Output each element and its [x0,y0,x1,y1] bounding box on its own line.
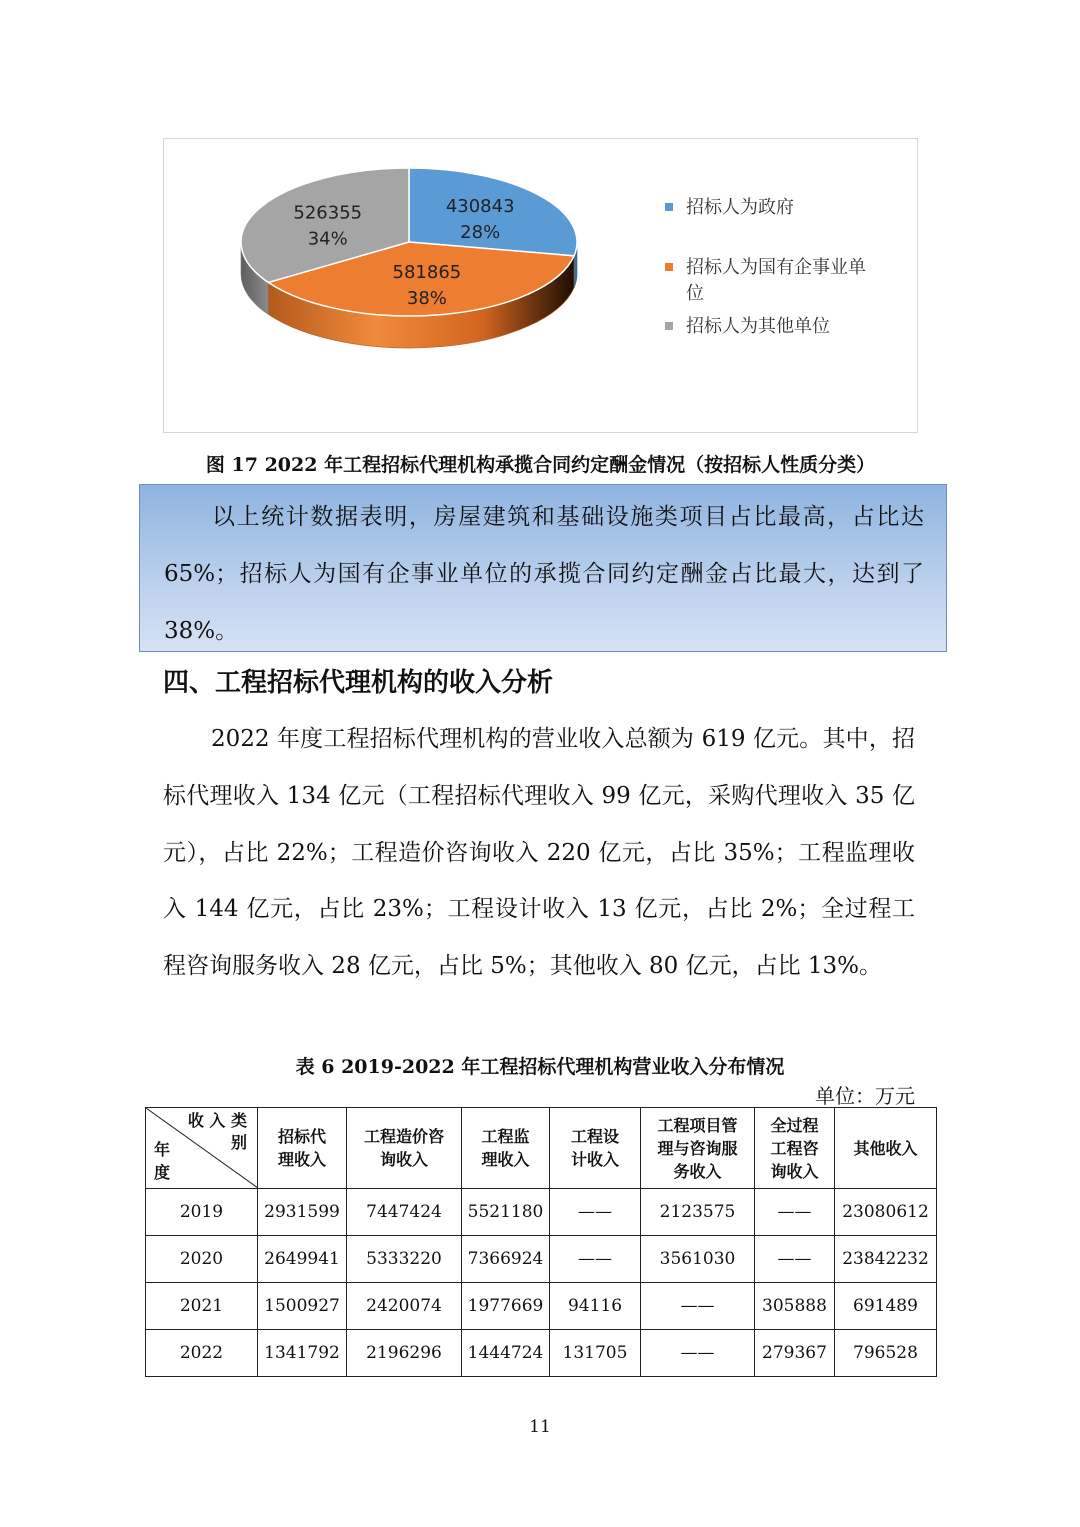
table-cell: —— [550,1236,641,1283]
table-cell: 1341792 [258,1330,347,1377]
body-paragraph: 2022 年度工程招标代理机构的营业收入总额为 619 亿元。其中，招标代理收入 134 亿元（工程招标代理收入 99 亿元，采购代理收入 35 亿元），占比 22%；工程造价咨询收入 220 亿元，占比 35%；工程监理收入 144 亿元，占比 23%；工程设计收入 13 亿元，占比 2%；全过程工程咨询服务收入 28 亿元，占比 5%；其他收入 80 亿元，占比 13%。 [163,726,915,980]
legend-other-label: 招标人为其他单位 [686,316,830,337]
table-cell-year: 2020 [146,1236,258,1283]
table-cell: —— [641,1283,755,1330]
table-cell: 7366924 [462,1236,550,1283]
table-cell: —— [641,1330,755,1377]
table-cell: 23842232 [835,1236,937,1283]
table-row [146,1236,937,1283]
table-cell: 2931599 [258,1189,347,1236]
corner-category-label: 收 入 类 别 [187,1111,247,1152]
legend-state-owned-swatch [665,263,673,271]
summary-text: 以上统计数据表明，房屋建筑和基础设施类项目占比最高，占比达 65%；招标人为国有企事业单位的承揽合同约定酬金占比最大，达到了 38%。 [164,504,924,644]
slice-state-owned-percent-label: 38% [406,287,447,309]
legend-government-swatch [665,203,673,211]
pie-chart-frame [163,138,918,433]
summary-box [139,484,947,652]
table-cell: 305888 [755,1283,835,1330]
table-cell: 1977669 [462,1283,550,1330]
table-cell-year: 2021 [146,1283,258,1330]
table-cell: 2420074 [347,1283,462,1330]
slice-government-percent-label: 28% [460,222,501,244]
legend-other-swatch [665,322,673,330]
section-heading: 四、工程招标代理机构的收入分析 [163,668,554,698]
table-caption: 表 6 2019-2022 年工程招标代理机构营业收入分布情况 [295,1056,785,1078]
figure-caption: 图 17 2022 年工程招标代理机构承揽合同约定酬金情况（按招标人性质分类） [205,454,876,476]
table-cell: —— [550,1189,641,1236]
table-cell: 131705 [550,1330,641,1377]
slice-government-value-label: 430843 [445,196,515,218]
legend-government-label: 招标人为政府 [686,197,794,218]
table-cell: 23080612 [835,1189,937,1236]
revenue-table [145,1107,937,1377]
table-cell: —— [755,1236,835,1283]
table-unit: 单位：万元 [815,1084,915,1108]
table-cell: 94116 [550,1283,641,1330]
table-row [146,1189,937,1236]
header-other: 其他收入 [835,1108,937,1189]
header-cost-consulting: 工程造价咨 询收入 [347,1108,462,1189]
slice-state-owned-value-label: 581865 [392,261,462,283]
slice-other-percent-label: 34% [307,228,348,250]
header-design: 工程设 计收入 [550,1108,641,1189]
table-cell: 3561030 [641,1236,755,1283]
table-cell: —— [755,1189,835,1236]
table-cell: 1500927 [258,1283,347,1330]
table-cell: 2196296 [347,1330,462,1377]
header-whole-process: 全过程 工程咨 询收入 [755,1108,835,1189]
table-cell: 5521180 [462,1189,550,1236]
header-bidding-agency: 招标代 理收入 [258,1108,347,1189]
header-project-management: 工程项目管 理与咨询服 务收入 [641,1108,755,1189]
table-cell-year: 2022 [146,1330,258,1377]
table-header-row [146,1108,937,1189]
header-supervision: 工程监 理收入 [462,1108,550,1189]
page-number: 11 [529,1417,551,1437]
legend-state-owned-label: 招标人为国有企事业单 [686,257,866,278]
pie-chart [164,139,919,434]
table-cell-year: 2019 [146,1189,258,1236]
table-cell: 796528 [835,1330,937,1377]
table-cell: 279367 [755,1330,835,1377]
table-cell: 2649941 [258,1236,347,1283]
table-cell: 1444724 [462,1330,550,1377]
table-row [146,1283,937,1330]
table-cell: 7447424 [347,1189,462,1236]
legend-state-owned-label: 位 [686,283,704,304]
table-corner-cell [146,1108,258,1189]
table-cell: 2123575 [641,1189,755,1236]
table-cell: 5333220 [347,1236,462,1283]
slice-other-value-label: 526355 [293,202,363,224]
corner-year-label: 年 度 [154,1140,171,1182]
table-cell: 691489 [835,1283,937,1330]
table-row [146,1330,937,1377]
